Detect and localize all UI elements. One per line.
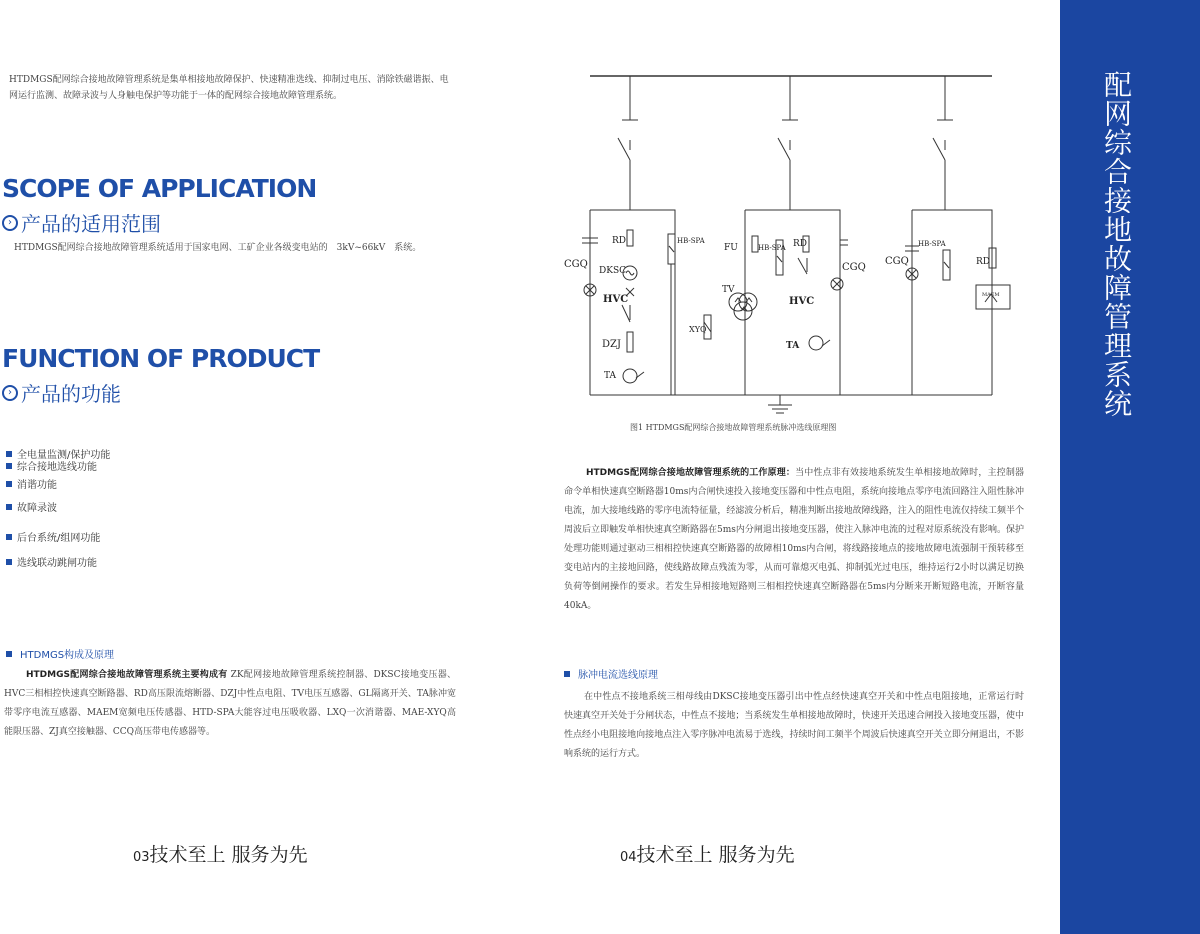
rd-label: RD [793, 239, 807, 249]
hbspa-label: HB-SPA [758, 244, 786, 252]
cgq-label: CGQ [842, 262, 866, 273]
function-cn-label: 产品的功能 [21, 382, 121, 406]
pulse-text: 在中性点不接地系统三相母线由DKSC接地变压器引出中性点经快速真空开关和中性点电阻接地，正常运行时快速真空开关处于分闸状态，中性点不接地；当系统发生单相接地故障时，快速开关迅速合闸投入接地变压器，使中性点经小电阻接地向接地点注入零序脉冲电流易于选线，持续时间工频半个周波后快速真空开关立即分闸退出，不影响系统的运行方式。 [564, 692, 1024, 759]
tv-label: TV [722, 285, 735, 295]
circuit-diagram [560, 60, 1020, 420]
dzj-label: DZJ [602, 339, 621, 350]
function-item: 故障录波 [6, 499, 57, 514]
scope-en-title: SCOPE OF APPLICATION [2, 174, 317, 203]
function-cn-title [2, 378, 121, 407]
scope-text: HTDMGS配网综合接地故障管理系统适用于国家电网、工矿企业各级变电站的 3kV~66kV 系统。 [14, 243, 422, 253]
maem-label: MAEM [982, 292, 1000, 298]
footer-right: 04技术至上 服务为先 [620, 844, 795, 866]
principle-text: HTDMGS配网综合接地故障管理系统的工作原理：当中性点非有效接地系统发生单相接地故障时，主控制器命令单相快速真空断路器10ms内合闸快速投入接地变压器和中性点电阻，系统向接地点零序电流回路注入阻性脉冲电流，加大接地线路的零序电流特征量，经滤波分析后，精准判断出接地故障线路，注入的阻性电流仅持续工频半个周波后立即触发单相快速真空断路器在5ms内分闸退出接地变压器，使注入脉冲电流的过程对原系统没有影响。保护处理功能则通过驱动三相相控快速真空断路器的故障相10ms内合闸，将线路接地点的接地故障电流强制干预转移至变电站内的主接地回路，使线路故障点残流为零，从而可靠熄灭电弧、抑制弧光过电压，维持运行2小时以满足切换负荷等倒闸操作的要求。若发生异相接地短路则三相相控快速真空断路器在5ms内分断来开断短路电流，开断容量 40kA。 [564, 468, 1034, 611]
dksc-label: DKSC [599, 266, 626, 276]
function-item: 综合接地选线功能 [6, 458, 97, 473]
cgq-label: CGQ [885, 256, 909, 267]
hbspa-label: HB-SPA [918, 240, 946, 248]
xyq-label: XYQ [689, 325, 707, 334]
function-item: 选线联动跳闸功能 [6, 554, 97, 569]
function-item: 后台系统/组网功能 [6, 529, 100, 544]
hbspa-label: HB-SPA [677, 237, 705, 245]
cgq-label: CGQ [564, 259, 588, 270]
rd-label: RD [612, 236, 626, 246]
ta-label: TA [604, 371, 617, 381]
scope-cn-label: 产品的适用范围 [21, 212, 161, 236]
diagram-caption: 图1 HTDMGS配网综合接地故障管理系统脉冲选线原理图 [630, 423, 837, 432]
function-item: 消谐功能 [6, 476, 57, 491]
hvc-label: HVC [789, 296, 815, 307]
composition-text: HTDMGS配网综合接地故障管理系统主要构成有 ZK配网接地故障管理系统控制器、DKSC接地变压器、HVC三相相控快速真空断路器、RD高压限流熔断器、DZJ中性点电阻、TV电压互感器、GL隔离开关、TA脉冲宽带零序电流互感器、MAEM宽频电压传感器、HTD-SPA大能容过电压吸收器、LXQ一次消谐器、MAE-XYQ高能限压器、ZJ真空接触器、CCQ高压带电传感器等。 [4, 670, 456, 737]
function-en-title: FUNCTION OF PRODUCT [2, 344, 320, 373]
footer-left: 03技术至上 服务为先 [133, 844, 308, 866]
rd-label: RD [976, 257, 990, 267]
fu-label: FU [724, 243, 738, 253]
function-item: 全电量监测/保护功能 [6, 446, 110, 461]
chevron-right-icon: › [2, 385, 18, 401]
scope-cn-title [2, 208, 161, 237]
intro-text: HTDMGS配网综合接地故障管理系统是集单相接地故障保护、快速精准选线、抑制过电压、消除铁磁谐振、电网运行监测、故障录波与人身触电保护等功能于一体的配网综合接地故障管理系统。 [9, 75, 449, 101]
composition-heading: HTDMGS构成及原理 [6, 646, 114, 661]
ta-label: TA [786, 341, 800, 351]
hvc-label: HVC [603, 294, 629, 305]
sidebar-band [1060, 0, 1200, 934]
pulse-heading: 脉冲电流选线原理 [564, 666, 658, 681]
sidebar-title: 配网综合接地故障管理系统 [1100, 70, 1133, 418]
chevron-right-icon: › [2, 215, 18, 231]
